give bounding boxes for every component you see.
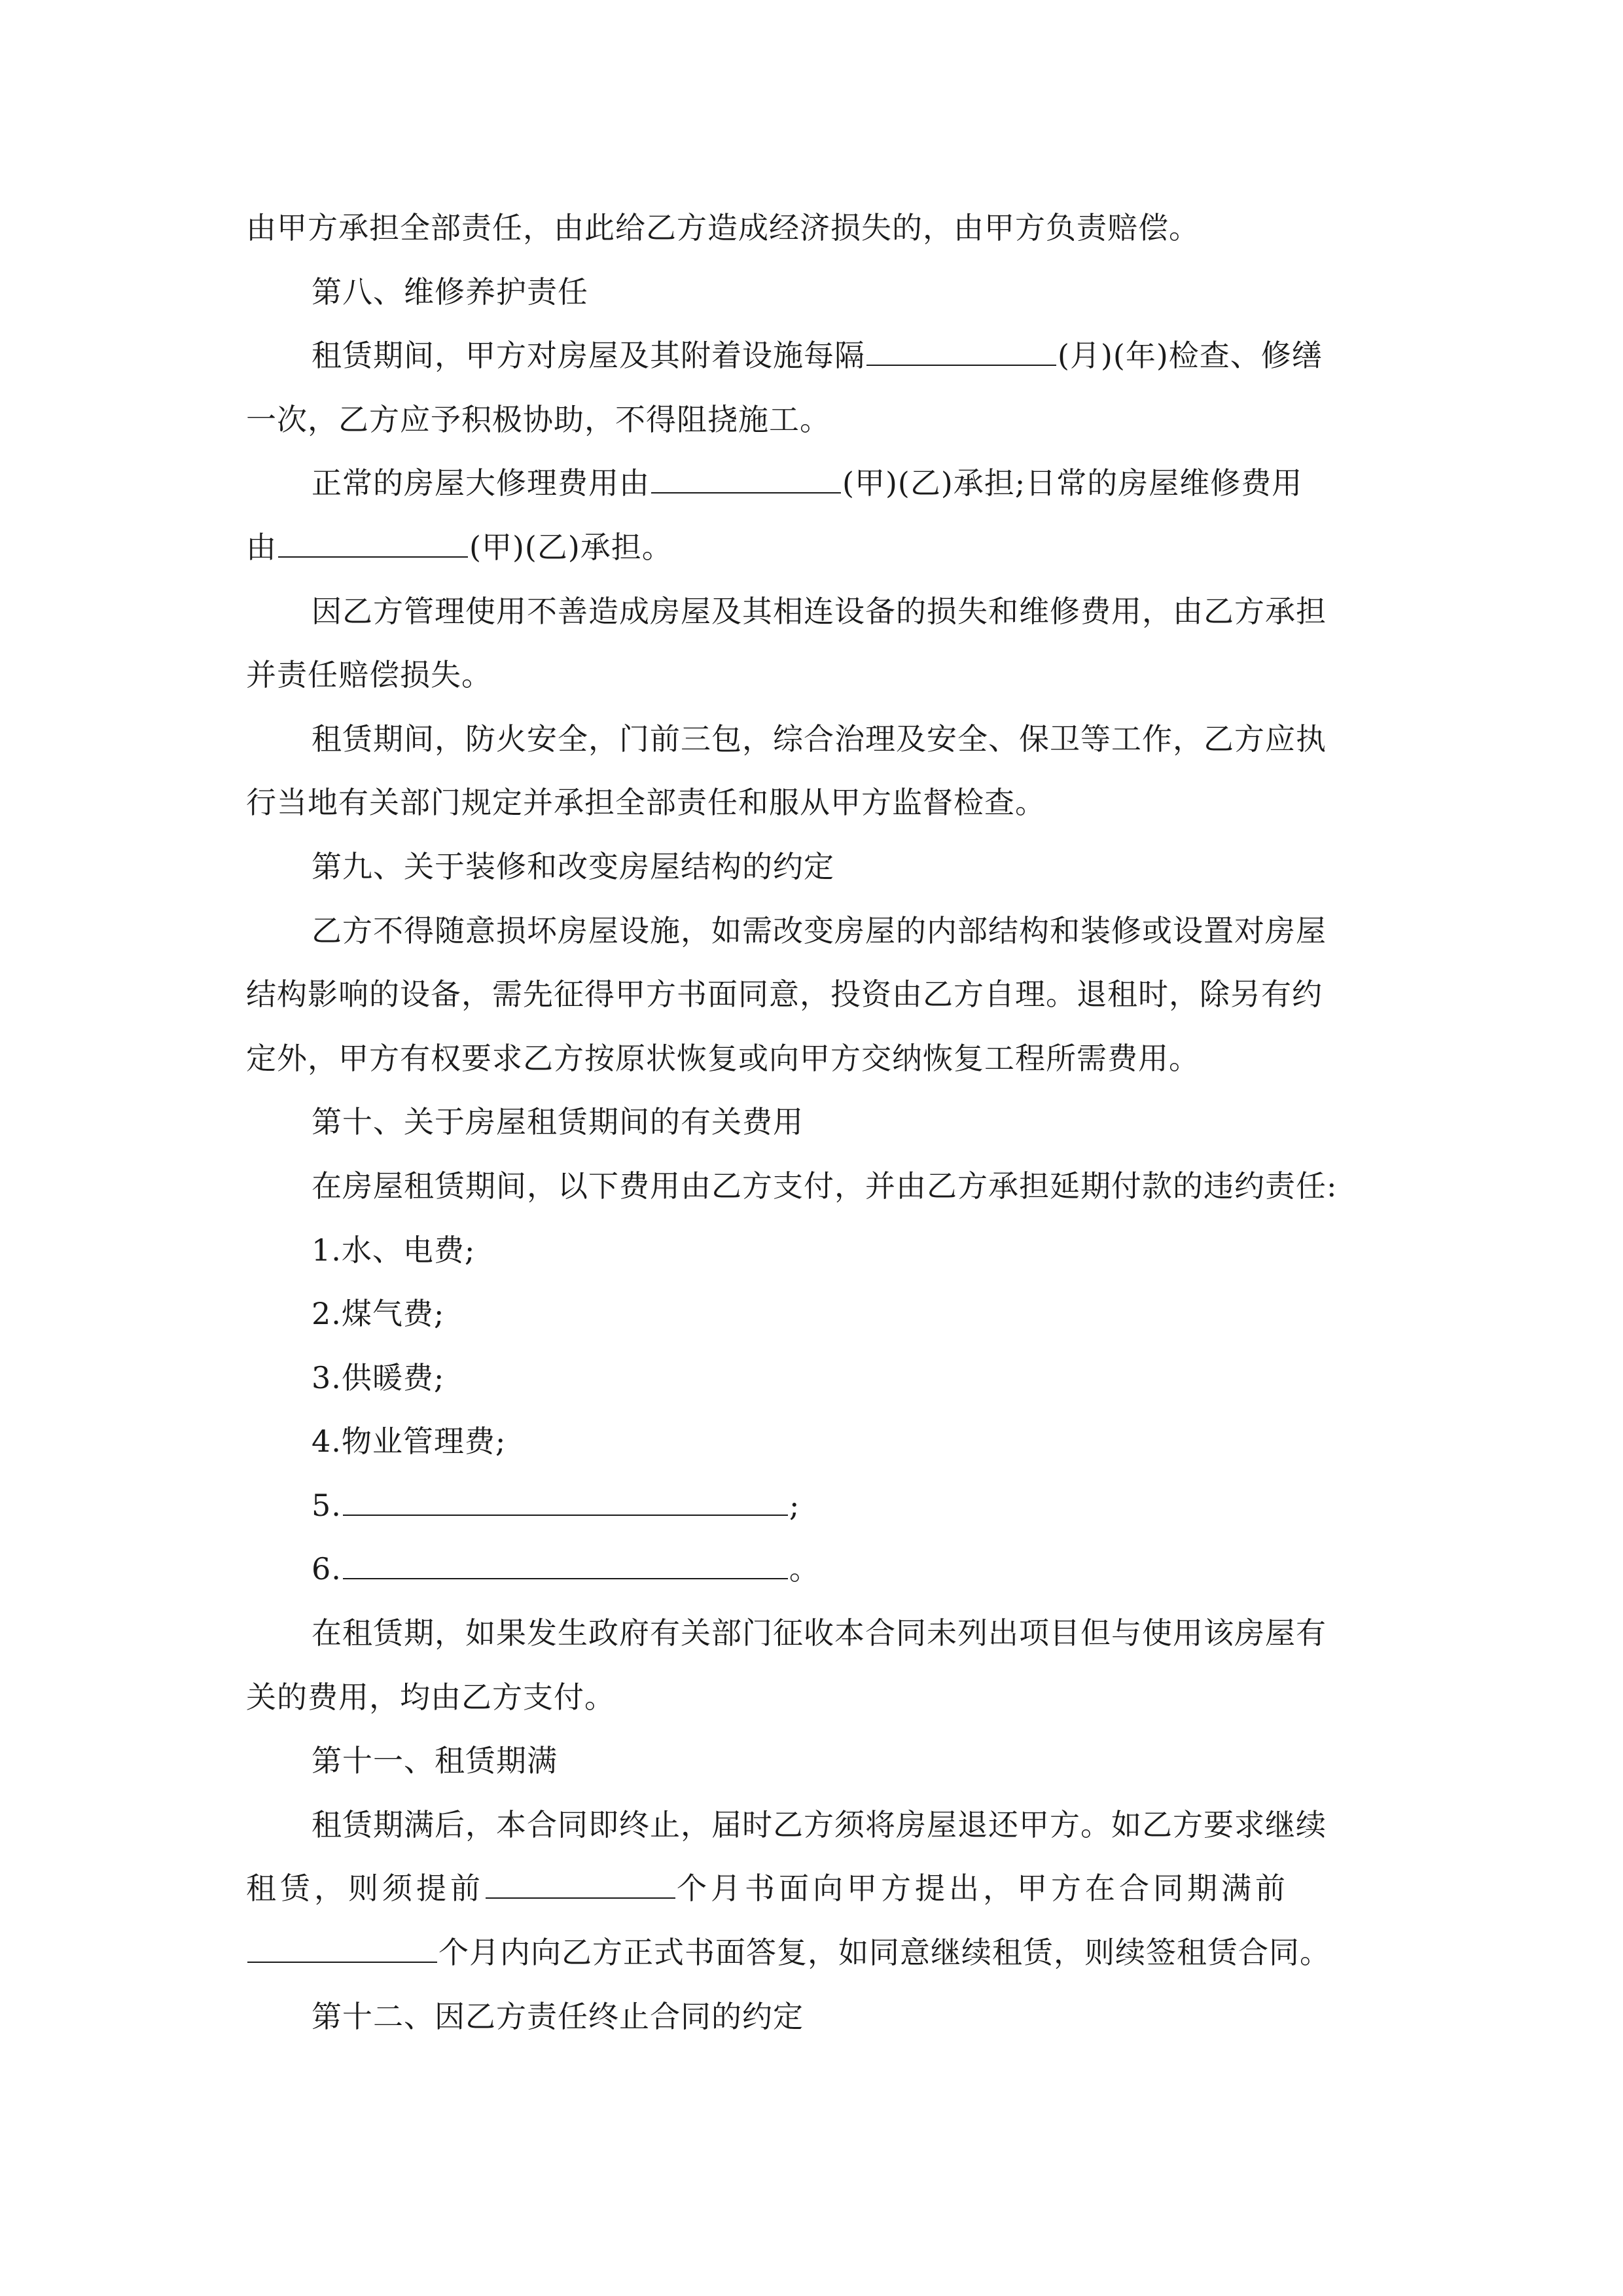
paragraph-text: 由甲方承担全部责任，由此给乙方造成经济损失的，由甲方负责赔偿。 — [246, 210, 1200, 245]
section-heading-11 — [246, 1729, 1385, 1793]
list-item — [246, 1282, 1385, 1346]
paragraph-line — [246, 196, 1385, 260]
list-item-text: 1.水、电费; — [312, 1232, 476, 1268]
paragraph-line — [246, 899, 1385, 963]
paragraph-text: 个月内向乙方正式书面答复，如同意继续租赁，则续签租赁合同。 — [438, 1935, 1330, 1971]
fill-in-blank — [343, 1553, 788, 1579]
list-item-text: 2.煤气费; — [312, 1296, 445, 1332]
fill-in-blank — [486, 1873, 675, 1899]
paragraph-line — [246, 1793, 1385, 1857]
heading-text: 第十二、因乙方责任终止合同的约定 — [312, 1998, 804, 2034]
list-item — [246, 1474, 1385, 1538]
paragraph-line — [246, 452, 1385, 516]
fill-in-blank — [866, 340, 1056, 366]
heading-text: 第十一、租赁期满 — [312, 1743, 558, 1779]
fill-in-blank — [343, 1490, 788, 1516]
paragraph-line — [246, 1155, 1385, 1219]
paragraph-text: 结构影响的设备，需先征得甲方书面同意，投资由乙方自理。退租时，除另有约 — [246, 977, 1323, 1013]
paragraph-line — [246, 771, 1385, 835]
list-item-text: 6. — [312, 1551, 342, 1587]
paragraph-text: 租赁期满后，本合同即终止，届时乙方须将房屋退还甲方。如乙方要求继续 — [312, 1806, 1327, 1842]
paragraph-text: 在租赁期，如果发生政府有关部门征收本合同未列出项目但与使用该房屋有 — [312, 1615, 1327, 1651]
paragraph-line — [246, 1857, 1385, 1921]
paragraph-text: 租赁期间，甲方对房屋及其附着设施每隔 — [312, 338, 865, 374]
list-item — [246, 1219, 1385, 1283]
paragraph-text: 乙方不得随意损坏房屋设施，如需改变房屋的内部结构和装修或设置对房屋 — [312, 912, 1327, 948]
fill-in-blank — [247, 1937, 437, 1963]
paragraph-line — [246, 708, 1385, 772]
section-heading-8 — [246, 260, 1385, 325]
list-item — [246, 1346, 1385, 1410]
fill-in-blank — [278, 531, 468, 558]
heading-text: 第九、关于装修和改变房屋结构的约定 — [312, 848, 834, 884]
section-heading-9 — [246, 835, 1385, 899]
heading-text: 第十、关于房屋租赁期间的有关费用 — [312, 1104, 804, 1140]
contract-body — [246, 196, 1385, 2049]
paragraph-text: (甲)(乙)承担;日常的房屋维修费用 — [842, 465, 1303, 501]
paragraph-text: 由 — [246, 529, 277, 565]
paragraph-text: 正常的房屋大修理费用由 — [312, 465, 650, 501]
paragraph-text: (月)(年)检查、修缮 — [1058, 338, 1323, 374]
paragraph-line — [246, 1602, 1385, 1666]
paragraph-text: 租赁，则须提前 — [246, 1871, 484, 1907]
fill-in-blank — [651, 467, 841, 493]
paragraph-line — [246, 388, 1385, 452]
list-item — [246, 1537, 1385, 1602]
list-item — [246, 1410, 1385, 1474]
paragraph-line — [246, 580, 1385, 644]
list-item-text: 。 — [789, 1551, 820, 1587]
paragraph-text: 一次，乙方应予积极协助，不得阻挠施工。 — [246, 401, 830, 437]
paragraph-line — [246, 963, 1385, 1027]
list-item-text: 3.供暖费; — [312, 1359, 445, 1395]
paragraph-text: 行当地有关部门规定并承担全部责任和服从甲方监督检查。 — [246, 785, 1046, 821]
paragraph-text: 租赁期间，防火安全，门前三包，综合治理及安全、保卫等工作，乙方应执 — [312, 721, 1327, 757]
list-item-text: 5. — [312, 1487, 342, 1523]
paragraph-line — [246, 516, 1385, 580]
paragraph-line — [246, 1666, 1385, 1730]
paragraph-text: 并责任赔偿损失。 — [246, 657, 492, 693]
paragraph-line — [246, 324, 1385, 388]
heading-text: 第八、维修养护责任 — [312, 274, 588, 310]
section-heading-12 — [246, 1985, 1385, 2049]
list-item-text: ; — [789, 1487, 800, 1523]
list-item-text: 4.物业管理费; — [312, 1424, 507, 1460]
paragraph-text: 关的费用，均由乙方支付。 — [246, 1679, 615, 1715]
paragraph-text: 定外，甲方有权要求乙方按原状恢复或向甲方交纳恢复工程所需费用。 — [246, 1040, 1200, 1076]
paragraph-text: 在房屋租赁期间，以下费用由乙方支付，并由乙方承担延期付款的违约责任: — [312, 1168, 1338, 1204]
paragraph-text: 个月书面向甲方提出，甲方在合同期满前 — [677, 1871, 1289, 1907]
paragraph-line — [246, 1921, 1385, 1985]
section-heading-10 — [246, 1090, 1385, 1155]
paragraph-line — [246, 643, 1385, 708]
paragraph-line — [246, 1027, 1385, 1091]
paragraph-text: 因乙方管理使用不善造成房屋及其相连设备的损失和维修费用，由乙方承担 — [312, 593, 1327, 629]
paragraph-text: (甲)(乙)承担。 — [469, 529, 673, 565]
